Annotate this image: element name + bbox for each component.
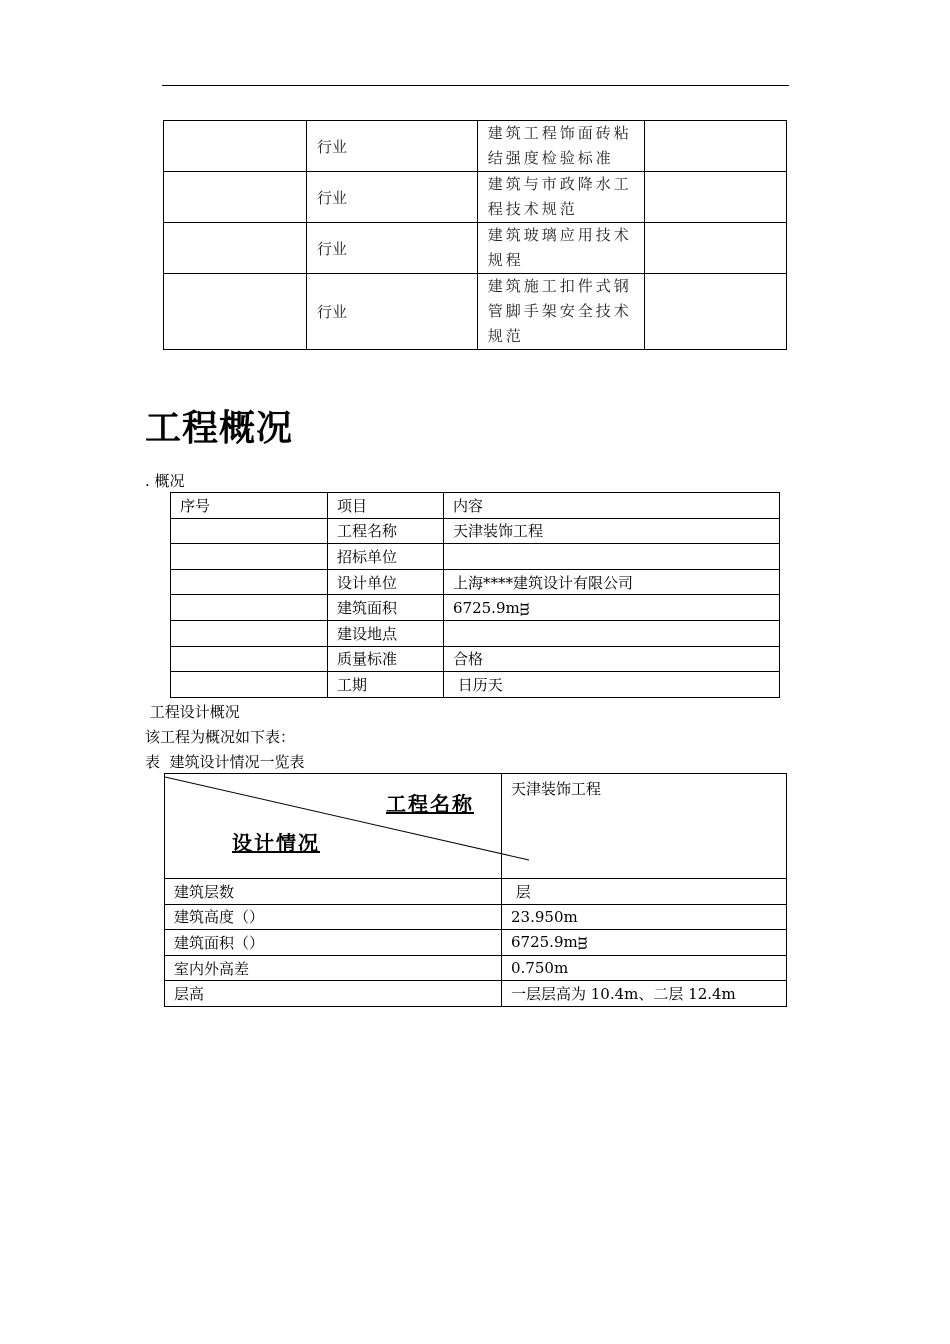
table-row: 工程名称 天津装饰工程: [171, 518, 780, 544]
table-row: 建筑面积（） 6725.9mᴟ: [165, 930, 787, 956]
standard-level: 行业: [306, 121, 477, 172]
overview-caption: . 概况: [145, 472, 185, 490]
table-row: 建筑高度（） 23.950m: [165, 904, 787, 930]
table-row: 招标单位: [171, 544, 780, 570]
table-row: 建设地点: [171, 620, 780, 646]
standard-level: 行业: [306, 223, 477, 274]
table-row: 室内外高差 0.750m: [165, 955, 787, 981]
design-heading: 工程设计概况: [145, 703, 240, 721]
table-row: 建筑层数 层: [165, 879, 787, 905]
design-intro: 该工程为概况如下表：: [145, 728, 296, 746]
design-table-caption: 表 建筑设计情况一览表: [145, 753, 305, 771]
table-header-row: [171, 493, 780, 519]
section-title: 工程概况: [145, 408, 294, 449]
table-row: [164, 121, 787, 172]
standard-level: 行业: [306, 172, 477, 223]
column-header: 内容: [444, 493, 780, 519]
table-row: 建筑面积 6725.9mᴟ: [171, 595, 780, 621]
project-name-cell: 天津装饰工程: [502, 774, 787, 879]
standards-table: [163, 120, 787, 350]
design-table: [164, 773, 787, 1007]
standard-level: 行业: [306, 274, 477, 350]
diagonal-bottom-label: 设计情况: [232, 831, 320, 855]
table-row: 质量标准 合格: [171, 646, 780, 672]
table-row: 工期 日历天: [171, 672, 780, 698]
table-row: [164, 274, 787, 350]
column-header: 项目: [328, 493, 444, 519]
table-row: 层高 一层层高为 10.4m、二层 12.4m: [165, 981, 787, 1007]
table-row: [164, 223, 787, 274]
table-row: 设计单位 上海****建筑设计有限公司: [171, 569, 780, 595]
standard-name: 建筑工程饰面砖粘结强度检验标准: [477, 121, 644, 172]
standard-name: 建筑玻璃应用技术规程: [477, 223, 644, 274]
overview-table: [170, 492, 780, 698]
standard-name: 建筑与市政降水工程技术规范: [477, 172, 644, 223]
column-header: 序号: [171, 493, 328, 519]
diagonal-header-cell: [165, 774, 502, 879]
standard-name: 建筑施工扣件式钢管脚手架安全技术规范: [477, 274, 644, 350]
table-row: [164, 172, 787, 223]
diagonal-top-label: 工程名称: [386, 792, 474, 816]
table-header-row: [165, 774, 787, 879]
header-rule: [162, 85, 789, 86]
diagonal-line: [165, 774, 531, 874]
